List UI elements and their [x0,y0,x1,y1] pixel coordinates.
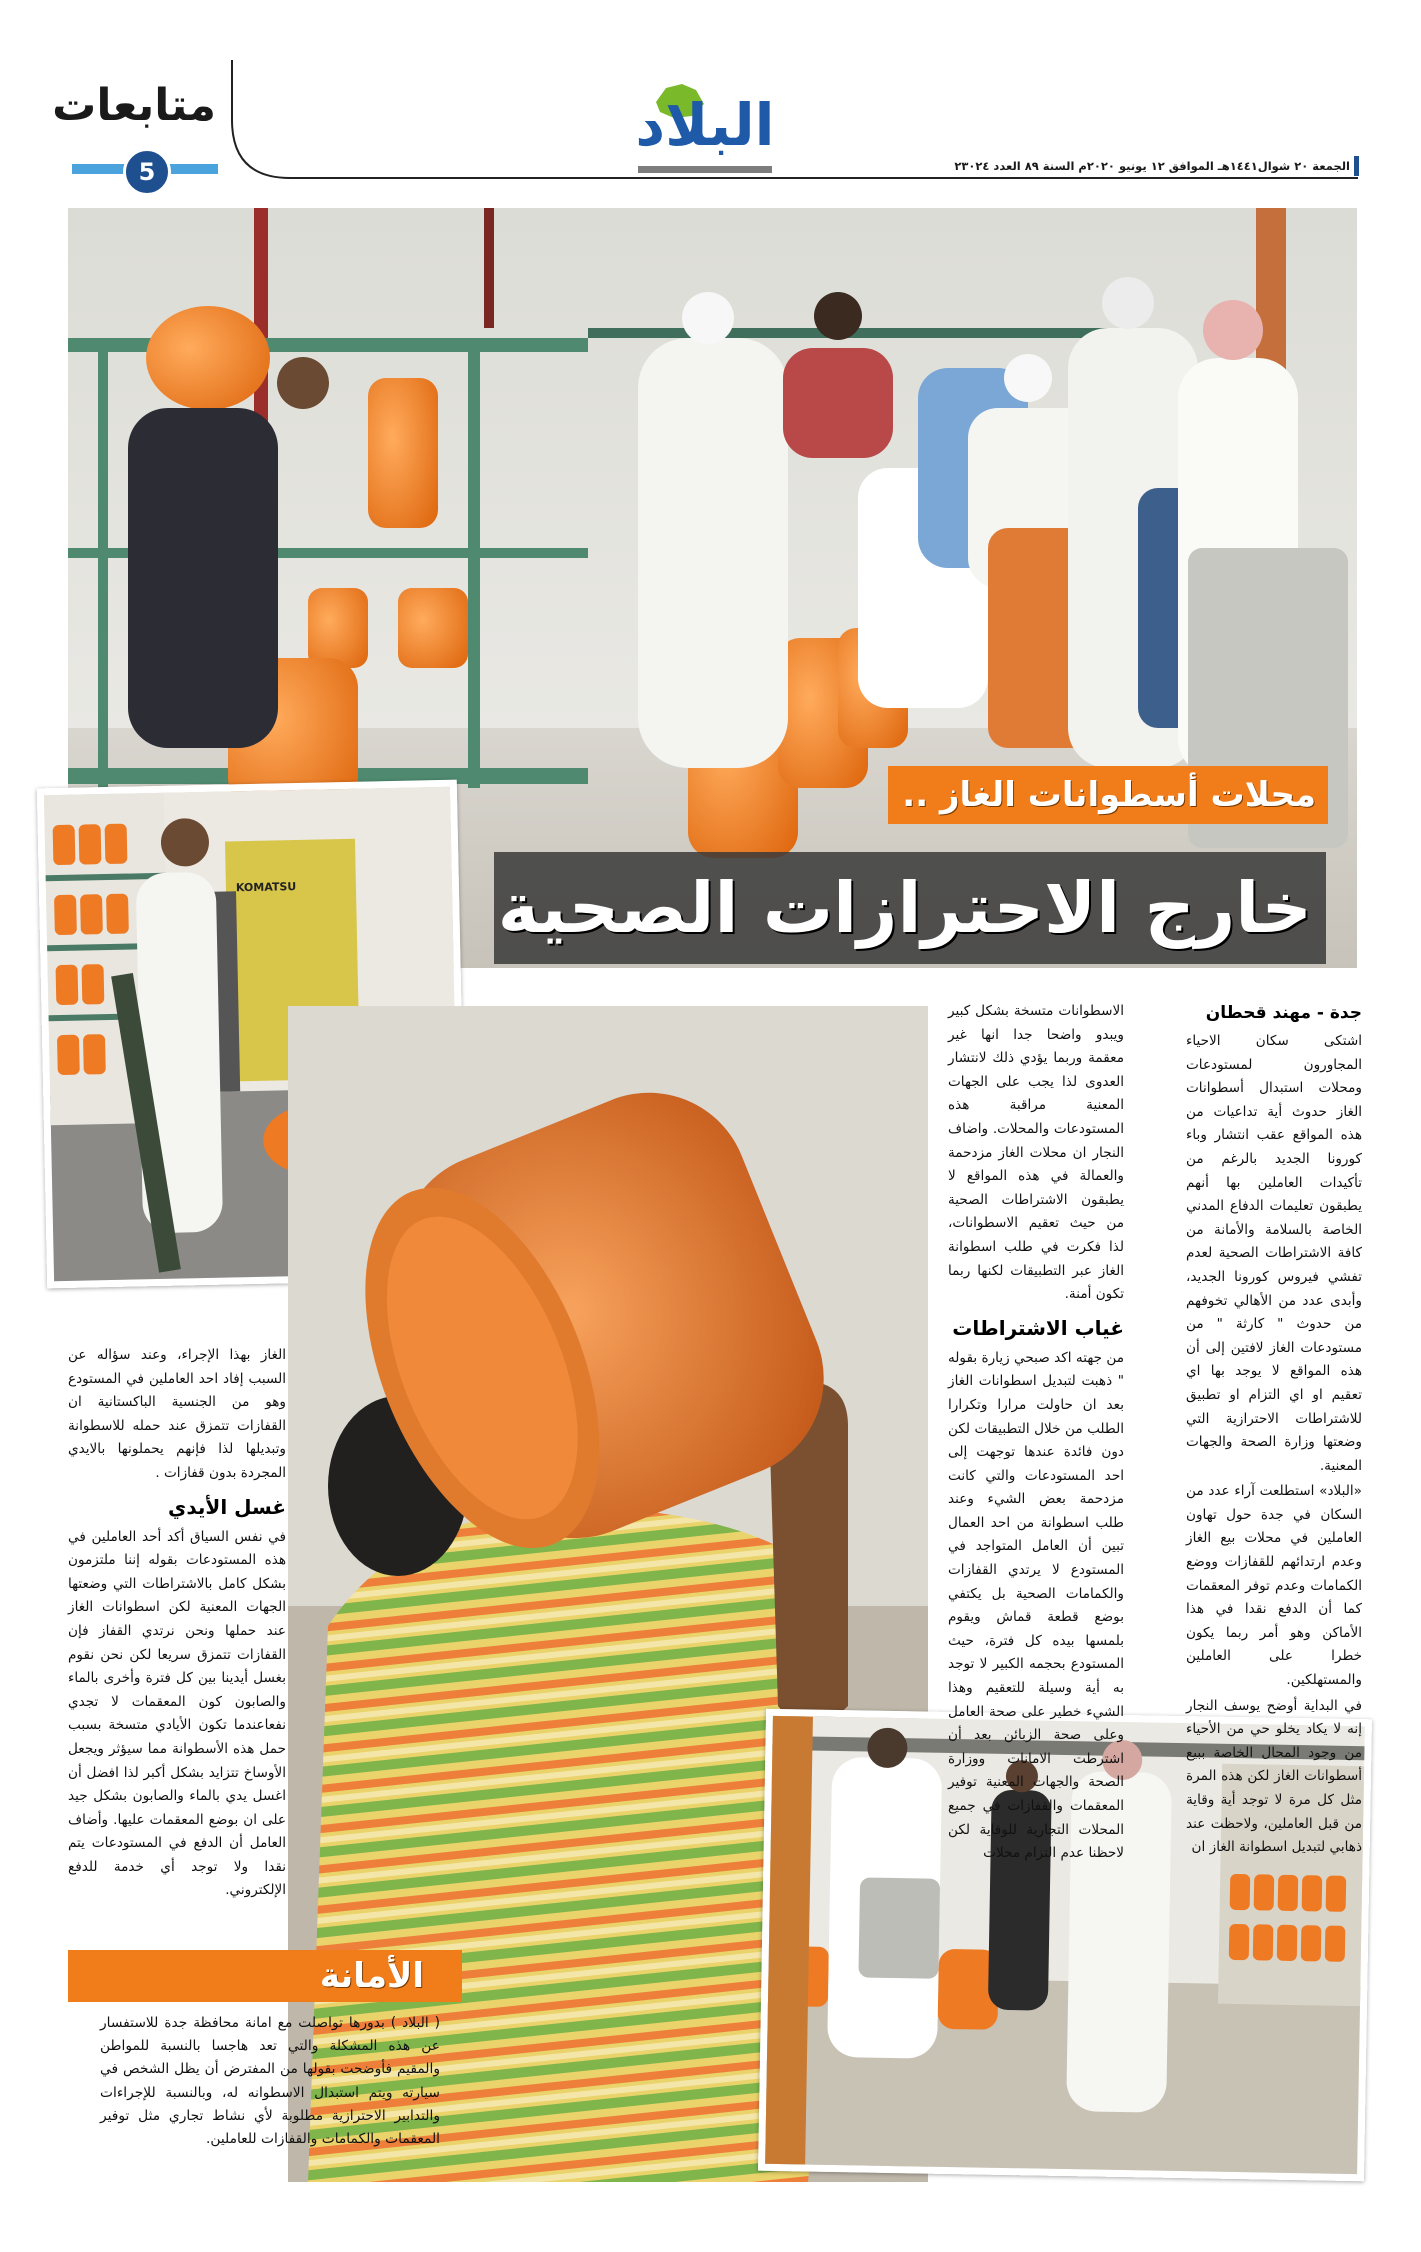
article-column-2 [948,1000,1124,1868]
headline-kicker: محلات أسطوانات الغاز .. [902,775,1316,815]
page-number-badge [123,148,171,196]
amana-paragraph: ( البلاد ) بدورها تواصلت مع امانة محافظة جدة للاستفسار عن هذه المشكلة والتي تعد هاجسا بالنسبة للمواطن والمقيم فأوضحت بقولها من المفترض أن يظل الشخص في سيارته ويتم استبدال الاسطوانه له، وبالنسبة للإجراءات والتدابير الاحترازية مطلوبة لأي نشاط تجاري مثل توفير المعقمات والكمامات والقفازات للعاملين. [100,2015,440,2148]
article-byline: جدة - مهند قحطان [1205,1003,1362,1023]
article-paragraph: الغاز بهذا الإجراء، وعند سؤاله عن السبب إفاد احد العاملين في المستودع وهو من الجنسية الباكستانية ان القفازات تتمزق عند حمله للاسطوانة وتبديلها لذا فإنهم يحملونها بالايدي المجردة بدون قفازات . [68,1347,286,1481]
forklift-label: KOMATSU [235,880,297,895]
section-subhead-conditions: غياب الاشتراطات [952,1315,1124,1340]
section-title: متابعات [52,80,216,131]
article-column-1 [1186,1000,1362,1862]
masthead [0,0,1421,200]
article-paragraph: في نفس السياق أكد أحد العاملين في هذه المستودعات بقوله إننا ملتزمون بشكل كامل بالاشتراطات التي وضعتها الجهات المعنية لكن اسطوانات الغاز عند حملها ونحن نرتدي القفاز فإن القفازات تتمزق سريعا لكن نحن نقوم بغسل أيدينا بين كل فترة وأخرى بالماء والصابون كون المعقمات لا تجدي نفعاعندما تكون الأيادي متسخة بسبب حمل هذه الأسطوانة مما سيؤثر ويجعل الأوساخ تتزايد بشكل أكبر لذا افضل أن اغسل يدي بالماء والصابون بشكل جيد على ان بوضع المعقمات عليها. وأضاف العامل أن الدفع في المستودعات يتم نقدا ولا توجد أي خدمة للدفع الإلكتروني. [68,1528,286,1899]
article-paragraph: «البلاد» استطلعت آراء عدد من السكان في جدة حول تهاون العاملين في محلات بيع الغاز وعدم ارتدائهم للقفازات ووضع الكمامات وعدم توفر المعقمات كما أن الدفع نقدا في هذا الأماكن وهو أمر ربما يكون خطرا على العاملين والمستهلكين. [1186,1483,1362,1689]
article-paragraph: الاسطوانات متسخة بشكل كبير ويبدو واضحا جدا انها غير معقمة وربما يؤدي ذلك لانتشار العدوى لذا يجب على الجهات المعنية مراقبة هذه المستودعات والمحلات. واضاف النجار ان محلات الغاز مزدحمة والعمالة في هذه المواقع لا يطبقون الاشتراطات الصحية من حيث تعقيم الاسطوانات، لذا فكرت في طلب اسطوانة الغاز عبر التطبيقات لكنها ربما تكون أمنة. [948,1003,1124,1303]
article-paragraph: في البداية أوضح يوسف النجار إنه لا يكاد يخلو حي من الأحياء من وجود المحال الخاصة ببيع أسطوانات الغاز لكن هذه المرة مثل كل مرة لا توجد أية وقاية من قبل العاملين، ولاحظت عند ذهابي لتبديل اسطوانة الغاز ان [1186,1697,1362,1856]
section-subhead-handwashing: غسل الأيدي [168,1494,286,1519]
article-column-3 [68,1344,286,1905]
article-paragraph: اشتكى سكان الاحياء المجاورون لمستودعات ومحلات استبدال أسطوانات الغاز حدوث أية تداعيات من هذه المواقع عقب انتشار وباء كورونا الجديد بالرغم من تأكيدات العاملين بها أنهم يطبقون تعليمات الدفاع المدني الخاصة بالسلامة والأمانة من كافة الاشتراطات الصحية لعدم تفشي فيروس كورونا الجديد، وأبدى عدد من الأهالي تخوفهم من حدوث " كارثة " من مستودعات الغاز لافتين إلى أن هذه المواقع لا يوجد بها اي تعقيم او اي التزام او تطبيق للاشتراطات الاحترازية التي وضعتها وزارة الصحة والجهات المعنية. [1186,1033,1362,1474]
logo-text: البلاد [635,91,775,159]
dateline: الجمعة ٢٠ شوال١٤٤١هـ الموافق ١٢ يونيو ٢٠٢٠م السنة ٨٩ العدد ٢٣٠٢٤ [954,159,1350,173]
amana-title: الأمانة [319,1956,424,1996]
article-paragraph: من جهته اكد صبحي زيارة بقوله " ذهبت لتبديل اسطوانات الغاز بعد ان حاولت مرارا وتكرارا الطلب من خلال التطبيقات لكن دون فائدة عندها توجهت إلى احد المستودعات والتي كانت مزدحمة بعض الشيء وعند طلب اسطوانة من احد العمال تبين أن العامل المتواجد في المستودع لا يرتدي القفازات والكمامات الصحية بل يكتفي بوضع قطعة قماش ويقوم بلمسها بيده كل فترة، حيث المستودع بحجمه الكبير لا توجد به أية وسيلة للتعقيم وهذا الشيء خطير على صحة العامل وعلى صحة الزبائن بعد أن اشترطت الامانات ووزارة الصحة والجهات المعنية توفير المعقمات والقفازات في جميع المحلات التجارية للوقاية لكن لاحظنا عدم التزام محلات [948,1349,1124,1862]
amana-text [100,2012,440,2153]
logo-underline [638,166,772,173]
dateline-marker [1354,156,1359,176]
page-number: 5 [138,158,156,186]
logo [620,78,790,176]
headline-main: خارج الاحترازات الصحية [497,867,1312,949]
